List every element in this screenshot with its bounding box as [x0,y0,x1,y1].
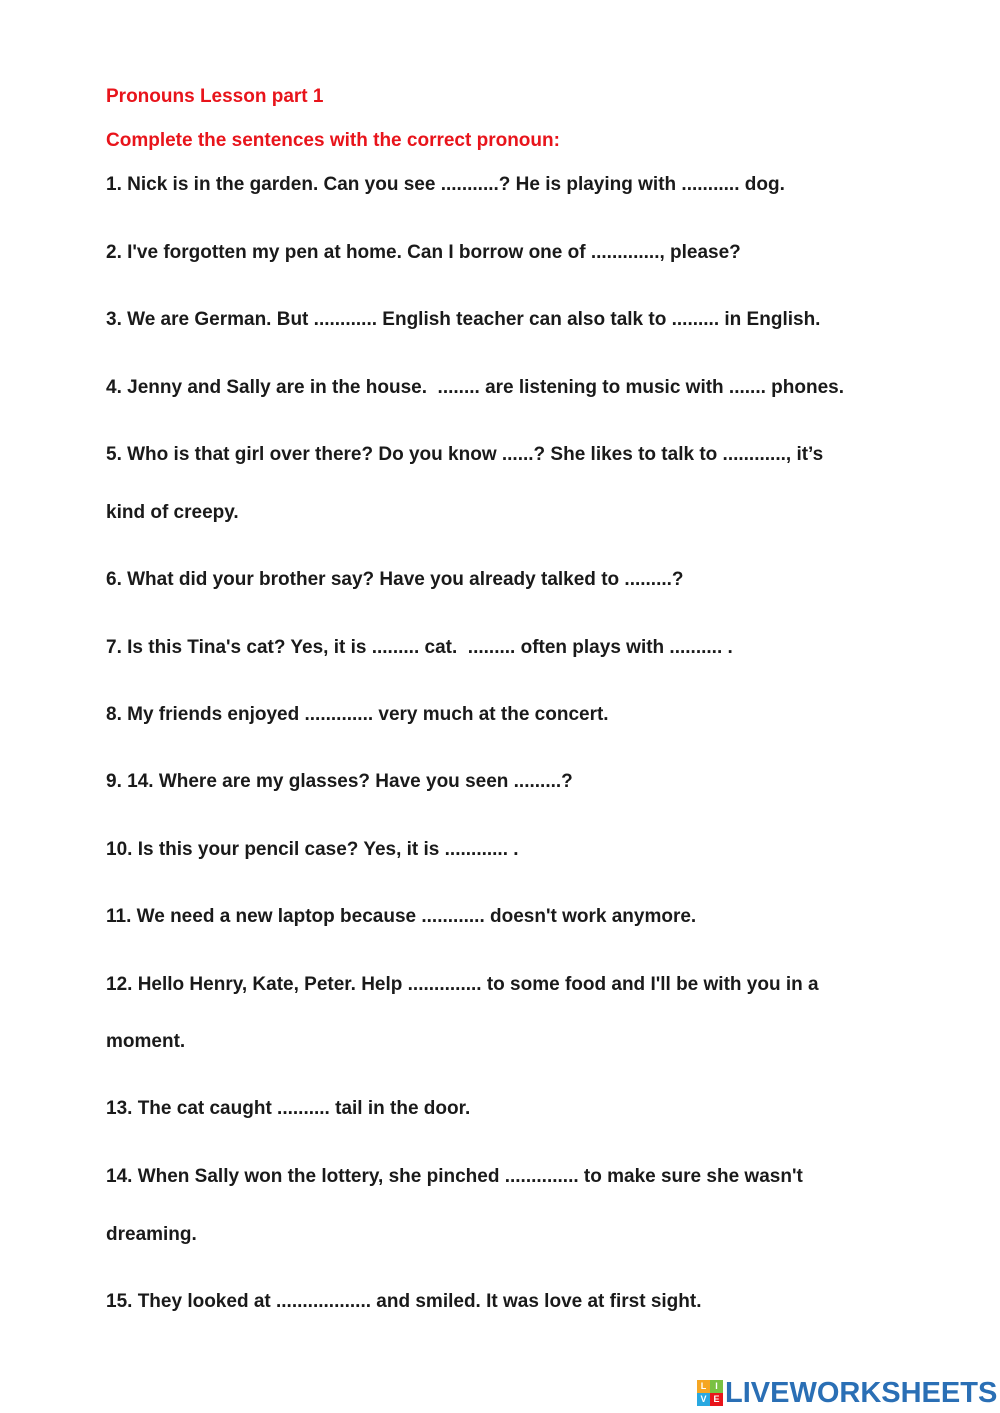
logo-text: LIVEWORKSHEETS [725,1376,998,1409]
sentence-line: 12. Hello Henry, Kate, Peter. Help .............. to some food and I'll be with you in a [106,974,819,995]
page-title: Pronouns Lesson part 1 [106,86,324,107]
instruction: Complete the sentences with the correct pronoun: [106,130,560,151]
sentence-line: 10. Is this your pencil case? Yes, it is ............ . [106,839,519,860]
sentence-line: dreaming. [106,1224,197,1245]
logo-mark-icon: L I V E [697,1380,723,1406]
sentence-line: moment. [106,1031,186,1052]
sentence-line: 15. They looked at .................. and smiled. It was love at first sight. [106,1291,702,1312]
sentence-line: 5. Who is that girl over there? Do you know ......? She likes to talk to ............, it’s [106,444,824,465]
sentence-line: 8. My friends enjoyed ............. very much at the concert. [106,704,609,725]
sentence-line: 14. When Sally won the lottery, she pinched .............. to make sure she wasn't [106,1166,803,1187]
sentence-line: 4. Jenny and Sally are in the house. ........ are listening to music with ....... phones. [106,377,845,398]
sentence-line: 9. 14. Where are my glasses? Have you seen .........? [106,771,573,792]
liveworksheets-logo [697,1378,997,1408]
sentence-line: 11. We need a new laptop because ............ doesn't work anymore. [106,906,697,927]
sentence-line: 13. The cat caught .......... tail in the door. [106,1098,471,1119]
sentence-line: 7. Is this Tina's cat? Yes, it is ......... cat. ......... often plays with .......... . [106,637,733,658]
sentence-line: 1. Nick is in the garden. Can you see ...........? He is playing with ........... dog. [106,174,785,195]
sentence-line: 3. We are German. But ............ English teacher can also talk to ......... in English. [106,309,821,330]
sentence-line: kind of creepy. [106,502,239,523]
sentence-line: 2. I've forgotten my pen at home. Can I borrow one of ............., please? [106,242,741,263]
sentence-line: 6. What did your brother say? Have you already talked to .........? [106,569,684,590]
